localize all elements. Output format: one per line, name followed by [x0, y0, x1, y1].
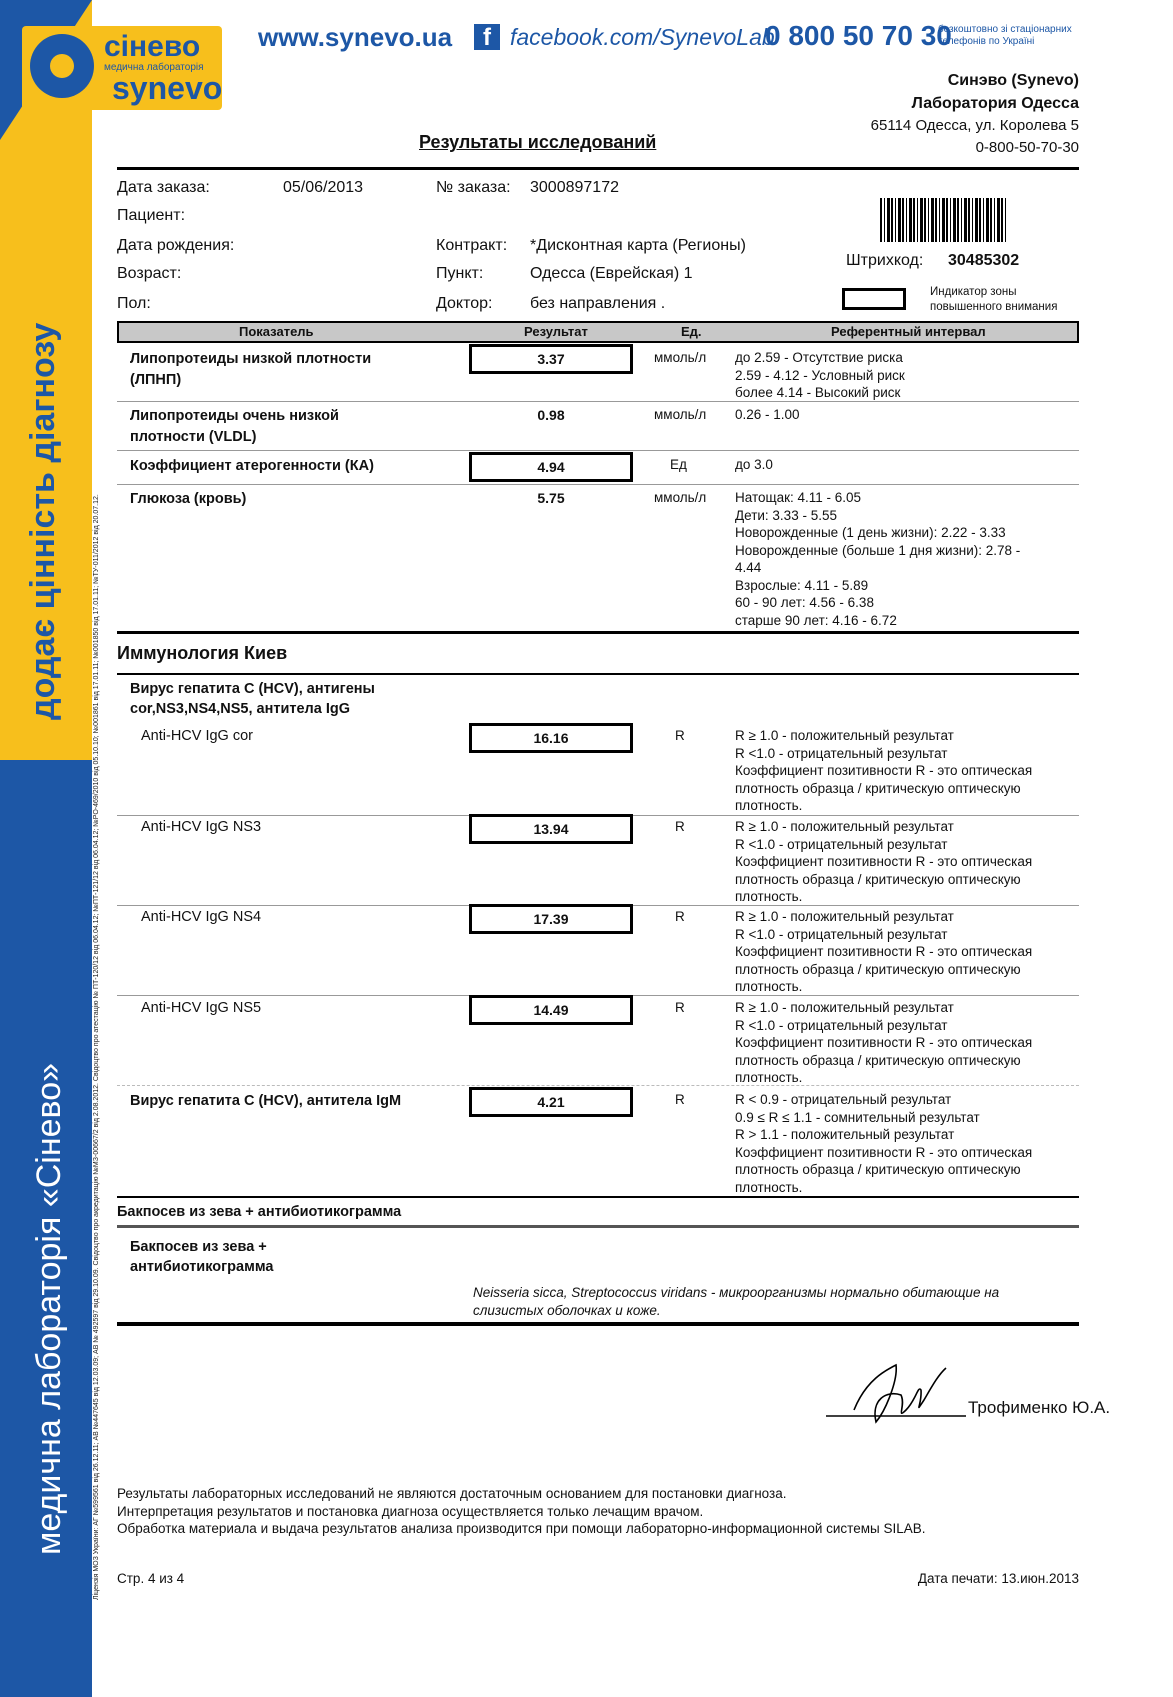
synevo-logo	[22, 26, 222, 110]
contract-value: *Дисконтная карта (Регионы)	[530, 237, 746, 254]
test-name: Коэффициент атерогенности (КА)	[130, 458, 374, 474]
table-row	[130, 456, 374, 477]
disclaimer-line: Обработка материала и выдача результатов анализа производится при помощи лабораторно-информационной системы SILAB.	[117, 1521, 926, 1536]
reference-line: плотность образца / критическую оптическую	[735, 871, 1021, 887]
rule-bottom	[117, 1322, 1079, 1326]
reference-line: Коэффициент позитивности R - это оптическая	[735, 854, 1033, 869]
organism-names: Neisseria sicca, Streptococcus viridans	[473, 1285, 708, 1300]
reference-line: 0.26 - 1.00	[735, 407, 800, 422]
hotline-note: безкоштовно зі стаціонарних телефонів по Україні	[938, 24, 1072, 47]
slogan-bottom: медична лабораторія «Сінево»	[30, 1062, 68, 1555]
lab-name: Синэво (Synevo)	[947, 72, 1079, 89]
test-name: Липопротеиды очень низкой	[130, 408, 339, 424]
sex-label: Пол:	[117, 295, 151, 312]
test-name: Липопротеиды низкой плотности	[130, 351, 372, 367]
col-reference: Референтный интервал	[831, 324, 986, 339]
signature-image	[826, 1360, 966, 1440]
document-title: Результаты исследований	[419, 132, 657, 152]
section-title-immunology: Иммунология Киев	[117, 643, 288, 663]
lab-address: 65114 Одесса, ул. Королева 5	[870, 117, 1079, 134]
reference-line: R ≥ 1.0 - положительный результат	[735, 909, 954, 924]
section-rule	[117, 1196, 1079, 1198]
result-unit: R	[675, 819, 685, 834]
reference-line: плотность.	[735, 979, 803, 994]
section-rule	[117, 673, 1079, 675]
disclaimer-line: Интерпретация результатов и постановка диагноза осуществляется только лечащим врачом.	[117, 1503, 704, 1519]
logo-line2: медична лабораторія	[104, 62, 204, 73]
subtest-name: Anti-HCV IgG cor	[141, 728, 253, 744]
test-name	[130, 1237, 273, 1277]
reference-line: более 4.14 - Высокий риск	[735, 385, 901, 400]
page-number: Стр. 4 из 4	[117, 1571, 185, 1586]
row-separator	[117, 401, 1079, 402]
result-unit: R	[675, 728, 685, 743]
test-group-hcv-igg	[130, 679, 375, 719]
reference-line: Новорожденные (1 день жизни): 2.22 - 3.33	[735, 525, 1006, 540]
section-rule	[117, 1225, 1079, 1228]
attention-indicator-box	[842, 288, 906, 310]
order-number-label: № заказа:	[436, 179, 511, 196]
order-number: 3000897172	[530, 179, 619, 196]
reference-line: до 3.0	[735, 457, 773, 472]
hotline-phone: 0 800 50 70 30	[765, 20, 952, 51]
result-value: 5.75	[537, 490, 565, 506]
reference-line: R < 0.9 - отрицательный результат	[735, 1092, 952, 1107]
test-name: Вирус гепатита С (HCV), антитела IgM	[130, 1093, 402, 1109]
lab-phone: 0-800-50-70-30	[975, 139, 1079, 156]
birth-date-label: Дата рождения:	[117, 237, 235, 254]
reference-interval	[735, 489, 1065, 629]
barcode-label: Штрихкод:	[846, 252, 924, 269]
side-band	[0, 0, 92, 1697]
row-separator	[117, 450, 1079, 451]
reference-line: Коэффициент позитивности R - это оптическая	[735, 763, 1033, 778]
reference-line: R > 1.1 - положительный результат	[735, 1127, 955, 1142]
reference-line: R ≥ 1.0 - положительный результат	[735, 1000, 954, 1015]
reference-line: 0.9 ≤ R ≤ 1.1 - сомнительный результат	[735, 1109, 980, 1125]
results-table-header	[117, 321, 1079, 343]
result-value-flagged: 3.37	[469, 344, 633, 374]
reference-line: старше 90 лет: 4.16 - 6.72	[735, 612, 897, 628]
result-unit: R	[675, 1092, 685, 1107]
result-value-flagged: 17.39	[469, 904, 633, 934]
doctor-value: без направления .	[530, 295, 666, 312]
reference-line: R <1.0 - отрицательный результат	[735, 836, 948, 852]
point-label: Пункт:	[436, 265, 484, 282]
col-unit: Ед.	[681, 324, 702, 339]
table-row	[130, 349, 371, 391]
reference-line: R <1.0 - отрицательный результат	[735, 926, 948, 942]
reference-line: плотность.	[735, 1070, 803, 1085]
order-date-label: Дата заказа:	[117, 179, 210, 196]
reference-line: плотность.	[735, 1179, 803, 1195]
test-name-line: антибиотикограмма	[130, 1259, 274, 1275]
result-unit: R	[675, 909, 685, 924]
reference-line: 4.44	[735, 560, 762, 575]
result-value-flagged: 4.94	[469, 452, 633, 482]
result-unit: ммоль/л	[654, 407, 707, 422]
reference-line: Коэффициент позитивности R - это оптическая	[735, 1144, 1033, 1160]
reference-interval	[735, 456, 1065, 474]
result-value-flagged: 14.49	[469, 995, 633, 1025]
table-row	[130, 489, 246, 510]
doctor-label: Доктор:	[436, 295, 493, 312]
reference-line: Новорожденные (больше 1 дня жизни): 2.78 -	[735, 542, 1021, 558]
lab-city: Лаборатория Одесса	[911, 95, 1079, 112]
barcode-number: 30485302	[948, 252, 1020, 269]
reference-line: плотность образца / критическую оптическую	[735, 1052, 1021, 1068]
result-text: - микроорганизмы нормально обитающие на	[707, 1285, 1000, 1300]
reference-interval	[735, 818, 1065, 906]
reference-interval	[735, 727, 1065, 815]
logo-line3: synevo	[112, 70, 223, 106]
print-date: Дата печати: 13.июн.2013	[917, 1571, 1079, 1586]
reference-line: до 2.59 - Отсутствие риска	[735, 350, 903, 365]
reference-line: R <1.0 - отрицательный результат	[735, 745, 948, 761]
website-link[interactable]: www.synevo.ua	[258, 22, 453, 52]
subtest-name: Anti-HCV IgG NS4	[141, 909, 262, 925]
reference-line: R <1.0 - отрицательный результат	[735, 1017, 948, 1033]
reference-interval	[735, 908, 1065, 996]
reference-interval	[735, 1091, 1065, 1196]
row-separator	[117, 1085, 1079, 1086]
section-rule	[117, 631, 1079, 634]
barcode-image	[880, 198, 1008, 242]
result-unit: R	[675, 1000, 685, 1015]
reference-line: R ≥ 1.0 - положительный результат	[735, 819, 954, 834]
rule-top	[117, 167, 1079, 170]
bacterio-result	[473, 1284, 1053, 1320]
result-unit: ммоль/л	[654, 350, 707, 365]
facebook-link[interactable]: facebook.com/SynevoLab	[510, 24, 775, 50]
reference-interval	[735, 999, 1065, 1087]
test-name: Глюкоза (кровь)	[130, 491, 247, 507]
reference-line: 60 - 90 лет: 4.56 - 6.38	[735, 595, 874, 610]
patient-label: Пациент:	[117, 207, 186, 224]
reference-interval	[735, 349, 1065, 402]
order-date: 05/06/2013	[283, 179, 364, 196]
result-value: 0.98	[537, 407, 565, 423]
reference-line: 2.59 - 4.12 - Условный риск	[735, 367, 905, 383]
reference-line: плотность.	[735, 798, 803, 813]
reference-line: Коэффициент позитивности R - это оптическая	[735, 944, 1033, 959]
reference-line: плотность образца / критическую оптическую	[735, 780, 1021, 796]
test-name-line: Бакпосев из зева +	[130, 1239, 267, 1255]
facebook-icon: f	[474, 24, 500, 50]
table-row	[130, 406, 339, 448]
result-unit: Ед	[670, 457, 687, 472]
reference-line: Коэффициент позитивности R - это оптическая	[735, 1035, 1033, 1050]
reference-line: R ≥ 1.0 - положительный результат	[735, 728, 954, 743]
attention-indicator-note: Индикатор зоны повышенного внимания	[930, 286, 1058, 313]
point-value: Одесса (Еврейская) 1	[530, 265, 693, 282]
slogan-top: додає цінність діагнозу	[24, 322, 62, 720]
license-fineprint: Ліцензія МОЗ України: АГ №599561 від 26.12.11; АВ №447645 від 12.03.09; АВ № 492597 від 29.10.09. Свідоцтво про акредитацію №МЗ-00667/2 від 2.08.2012. Свідоцтво про атестацію № ПТ-120/12 від 06.04.12; №ПТ-121/12 від 06.04.12; №РО-469/2010 від 05.10.10; №001861 від 17.01.11; №001850 від 17.01.11; №ТУ-011/2012 від 20.07.12.	[93, 494, 100, 1600]
logo-line1: сінево	[104, 30, 201, 63]
subtest-name: Anti-HCV IgG NS3	[141, 819, 262, 835]
col-result: Результат	[524, 324, 588, 339]
group-name: Вирус гепатита С (HCV), антигены	[130, 681, 375, 697]
group-name: cor,NS3,NS4,NS5, антитела IgG	[130, 701, 350, 717]
reference-line: Дети: 3.33 - 5.55	[735, 507, 837, 523]
reference-line: плотность образца / критическую оптическую	[735, 961, 1021, 977]
row-separator	[117, 484, 1079, 485]
test-name: плотности (VLDL)	[130, 429, 257, 445]
result-value-flagged: 16.16	[469, 723, 633, 753]
disclaimer	[117, 1485, 925, 1538]
reference-line: Натощак: 4.11 - 6.05	[735, 490, 862, 505]
age-label: Возраст:	[117, 265, 182, 282]
result-text: слизистых оболочках и коже.	[473, 1303, 661, 1318]
col-indicator: Показатель	[239, 324, 314, 339]
reference-interval	[735, 406, 1065, 424]
test-name: (ЛПНП)	[130, 372, 182, 388]
result-value-flagged: 4.21	[469, 1087, 633, 1117]
section-title-bacterio: Бакпосев из зева + антибиотикограмма	[117, 1204, 402, 1220]
reference-line: плотность образца / критическую оптическую	[735, 1162, 1021, 1177]
result-unit: ммоль/л	[654, 490, 707, 505]
subtest-name: Anti-HCV IgG NS5	[141, 1000, 262, 1016]
flower-icon	[30, 34, 94, 98]
signatory-name: Трофименко Ю.А.	[968, 1398, 1111, 1417]
contract-label: Контракт:	[436, 237, 508, 254]
reference-line: плотность.	[735, 889, 803, 904]
disclaimer-line: Результаты лабораторных исследований не являются достаточным основанием для постановки диагноза.	[117, 1486, 787, 1501]
result-value-flagged: 13.94	[469, 814, 633, 844]
reference-line: Взрослые: 4.11 - 5.89	[735, 577, 869, 593]
